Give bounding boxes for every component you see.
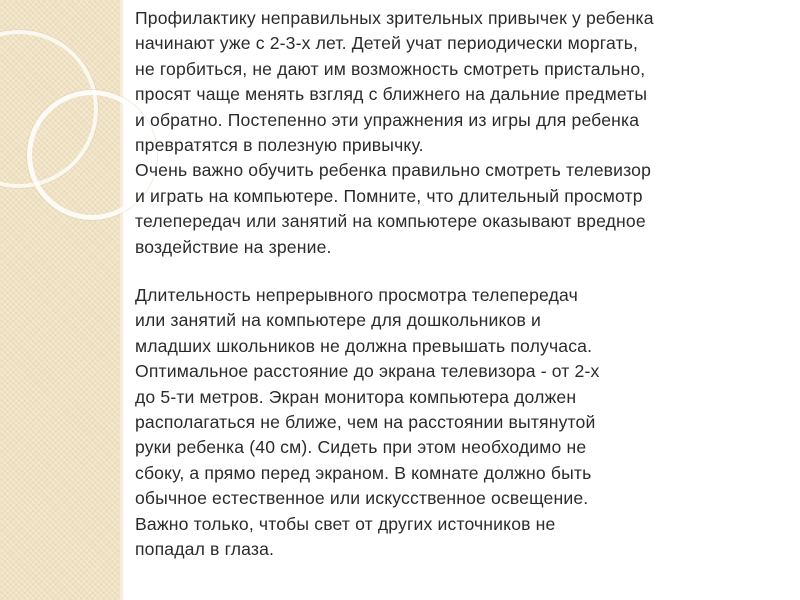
text-line: попадал в глаза. bbox=[135, 539, 275, 560]
text-line: Оптимальное расстояние до экрана телевизора - от 2-х bbox=[135, 361, 600, 382]
text-line: превратятся в полезную привычку. bbox=[135, 135, 424, 156]
text-line: Длительность непрерывного просмотра телепередач bbox=[135, 285, 578, 305]
text-line: Важно только, чтобы свет от других источников не bbox=[135, 513, 556, 534]
paragraph-screen-time bbox=[135, 283, 775, 562]
side-band-edge bbox=[120, 0, 123, 600]
text-line: обычное естественное или искусственное освещение. bbox=[135, 488, 589, 509]
text-line: или занятий на компьютере для дошкольников и bbox=[135, 310, 541, 331]
text-line: начинают уже с 2-3-х лет. Детей учат периодически моргать, bbox=[135, 33, 639, 54]
text-line: до 5-ти метров. Экран монитора компьютера должен bbox=[135, 386, 577, 407]
text-line: руки ребенка (40 см). Сидеть при этом необходимо не bbox=[135, 437, 587, 458]
text-line: и играть на компьютере. Помните, что длительный просмотр bbox=[135, 185, 643, 206]
text-line: сбоку, а прямо перед экраном. В комнате должно быть bbox=[135, 462, 592, 483]
text-line: располагаться не ближе, чем на расстоянии вытянутой bbox=[135, 412, 596, 433]
text-line: просят чаще менять взгляд с ближнего на дальние предметы bbox=[135, 84, 648, 105]
text-line: телепередач или занятий на компьютере оказывают вредное bbox=[135, 211, 646, 232]
text-line: не горбиться, не дают им возможность смотреть пристально, bbox=[135, 58, 646, 79]
text-line: воздействие на зрение. bbox=[135, 236, 332, 257]
text-line: и обратно. Постепенно эти упражнения из игры для ребенка bbox=[135, 109, 640, 130]
paragraph-prevention bbox=[135, 6, 795, 260]
text-line: Очень важно обучить ребенка правильно смотреть телевизор bbox=[135, 160, 652, 181]
text-line: младших школьников не должна превышать получаса. bbox=[135, 335, 593, 356]
text-line: Профилактику неправильных зрительных привычек у ребенка bbox=[135, 8, 654, 28]
